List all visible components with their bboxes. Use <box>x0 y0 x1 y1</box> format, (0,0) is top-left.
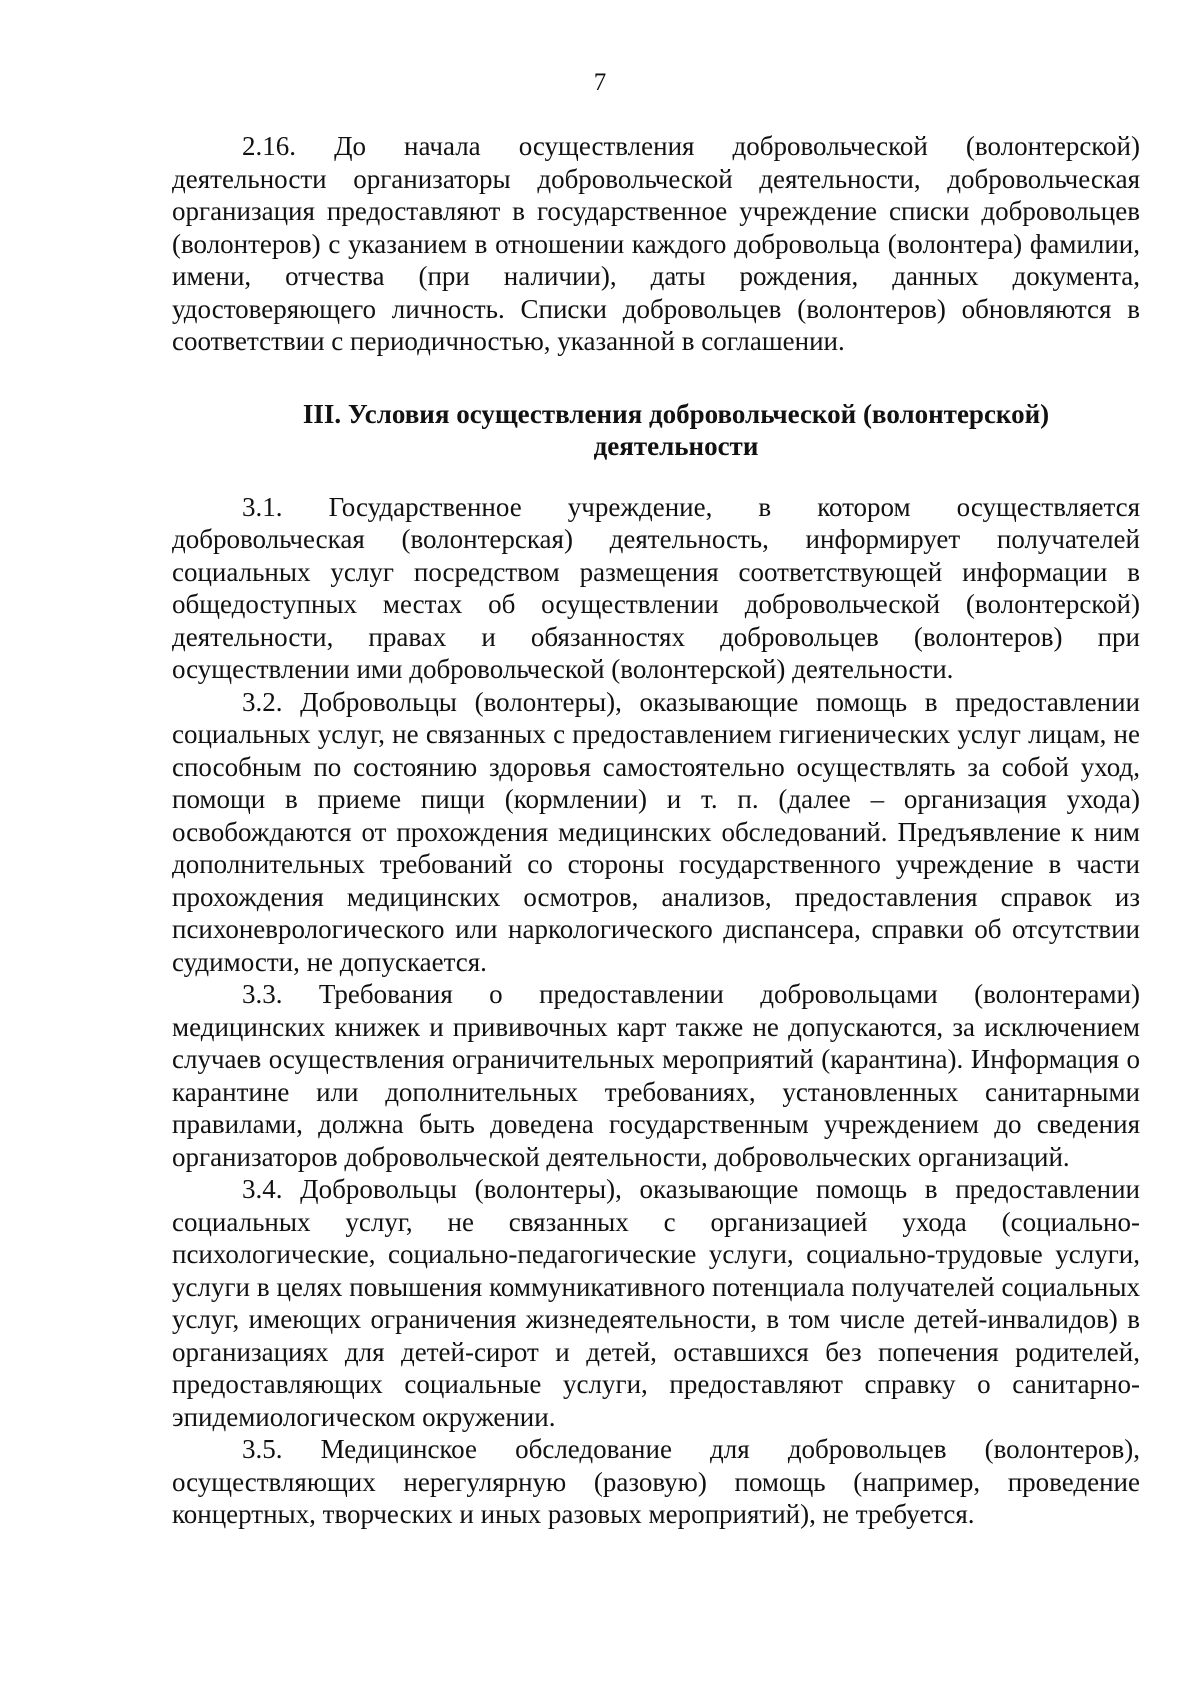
section-title-line-1: III. Условия осуществления добровольческой (волонтерской) <box>302 398 1050 429</box>
paragraph-3-4: 3.4. Добровольцы (волонтеры), оказывающие помощь в предоставлении социальных услуг, не связанных с организацией ухода (социально-психологические, социально-педагогические услуги, социально-трудовые услуги, услуги в целях повышения коммуникативного потенциала получателей социальных услуг, имеющих ограничения жизнедеятельности, в том числе детей-инвалидов) в организациях для детей-сирот и детей, оставшихся без попечения родителей, предоставляющих социальные услуги, предоставляют справку о санитарно-эпидемиологическом окружении. <box>172 1174 1140 1432</box>
paragraph-3-2: 3.2. Добровольцы (волонтеры), оказывающие помощь в предоставлении социальных услуг, не связанных с предоставлением гигиенических услуг лицам, не способным по состоянию здоровья самостоятельно осуществлять за собой уход, помощи в приеме пищи (кормлении) и т. п. (далее – организация ухода) освобождаются от прохождения медицинских обследований. Предъявление к ним дополнительных требований со стороны государственного учреждение в части прохождения медицинских осмотров, анализов, предоставления справок из психоневрологического или наркологического диспансера, справки об отсутствии судимости, не допускается. <box>172 686 1140 977</box>
paragraph-3-1: 3.1. Государственное учреждение, в котором осуществляется добровольческая (волонтерская) деятельность, информирует получателей социальных услуг посредством размещения соответствующей информации в общедоступных местах об осуществлении добровольческой (волонтерской) деятельности, правах и обязанностях добровольцев (волонтеров) при осуществлении ими добровольческой (волонтерской) деятельности. <box>172 491 1140 684</box>
section-heading <box>172 398 1140 463</box>
section-title-line-2: деятельности <box>593 431 759 461</box>
paragraph-3-5: 3.5. Медицинское обследование для добровольцев (волонтеров), осуществляющих нерегулярную (разовую) помощь (например, проведение концертных, творческих и иных разовых мероприятий), не требуется. <box>172 1434 1140 1529</box>
page-number: 7 <box>593 69 607 96</box>
paragraph-3-3: 3.3. Требования о предоставлении добровольцами (волонтерами) медицинских книжек и прививочных карт также не допускаются, за исключением случаев осуществления ограничительных мероприятий (карантина). Информация о карантине или дополнительных требованиях, установленных санитарными правилами, должна быть доведена государственным учреждением до сведения организаторов добровольческой деятельности, добровольческих организаций. <box>172 979 1140 1172</box>
document-body <box>172 130 1140 1531</box>
paragraph-2-16: 2.16. До начала осуществления добровольческой (волонтерской) деятельности организаторы добровольческой деятельности, добровольческая организация предоставляют в государственное учреждение списки добровольцев (волонтеров) с указанием в отношении каждого добровольца (волонтера) фамилии, имени, отчества (при наличии), даты рождения, данных документа, удостоверяющего личность. Списки добровольцев (волонтеров) обновляются в соответствии с периодичностью, указанной в соглашении. <box>172 131 1140 356</box>
